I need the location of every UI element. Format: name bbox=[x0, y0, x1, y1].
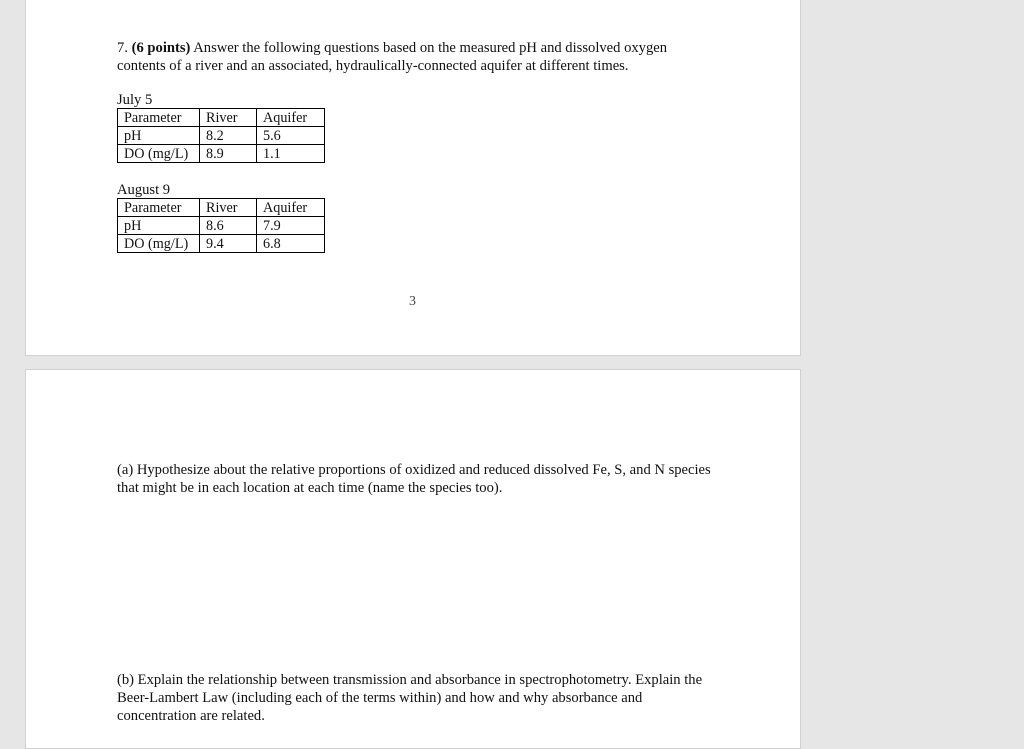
august-data-table bbox=[117, 198, 325, 253]
july-data-table bbox=[117, 108, 325, 163]
part-b-text: (b) Explain the relationship between transmission and absorbance in spectrophotometry. Explain the Beer-Lambert Law (including each of the terms within) and how and why absorbance and concentration are related. bbox=[117, 672, 703, 724]
table-cell: pH bbox=[118, 127, 200, 145]
table-header-row bbox=[118, 109, 325, 127]
table-2-label: August 9 bbox=[117, 182, 171, 198]
part-a-text: (a) Hypothesize about the relative proportions of oxidized and reduced dissolved Fe, S, and N species that might be in each location at each time (name the species too). bbox=[117, 462, 711, 496]
page-number: 3 bbox=[409, 294, 416, 309]
table-cell: 8.9 bbox=[200, 145, 257, 163]
header-cell: Parameter bbox=[118, 109, 200, 127]
document-page-2 bbox=[25, 369, 801, 749]
table-row bbox=[118, 127, 325, 145]
document-page-1 bbox=[25, 0, 801, 356]
header-cell: River bbox=[200, 109, 257, 127]
header-cell: Aquifer bbox=[257, 109, 325, 127]
header-cell: Parameter bbox=[118, 199, 200, 217]
question-body: Answer the following questions based on the measured pH and dissolved oxygen contents of a river and an associated, hydraulically-connected aquifer at different times. bbox=[117, 40, 668, 74]
table-cell: 8.6 bbox=[200, 217, 257, 235]
table-cell: pH bbox=[118, 217, 200, 235]
table-cell: 8.2 bbox=[200, 127, 257, 145]
table-cell: DO (mg/L) bbox=[118, 145, 200, 163]
table-row bbox=[118, 145, 325, 163]
table-cell: 6.8 bbox=[257, 235, 325, 253]
table-row bbox=[118, 217, 325, 235]
table-cell: DO (mg/L) bbox=[118, 235, 200, 253]
table-1-label: July 5 bbox=[117, 92, 153, 108]
table-cell: 5.6 bbox=[257, 127, 325, 145]
table-cell: 9.4 bbox=[200, 235, 257, 253]
question-points: (6 points) bbox=[131, 40, 191, 56]
header-cell: River bbox=[200, 199, 257, 217]
table-header-row bbox=[118, 199, 325, 217]
table-row bbox=[118, 235, 325, 253]
question-7-text bbox=[117, 39, 717, 75]
table-cell: 7.9 bbox=[257, 217, 325, 235]
question-number: 7. bbox=[117, 40, 128, 56]
table-cell: 1.1 bbox=[257, 145, 325, 163]
header-cell: Aquifer bbox=[257, 199, 325, 217]
